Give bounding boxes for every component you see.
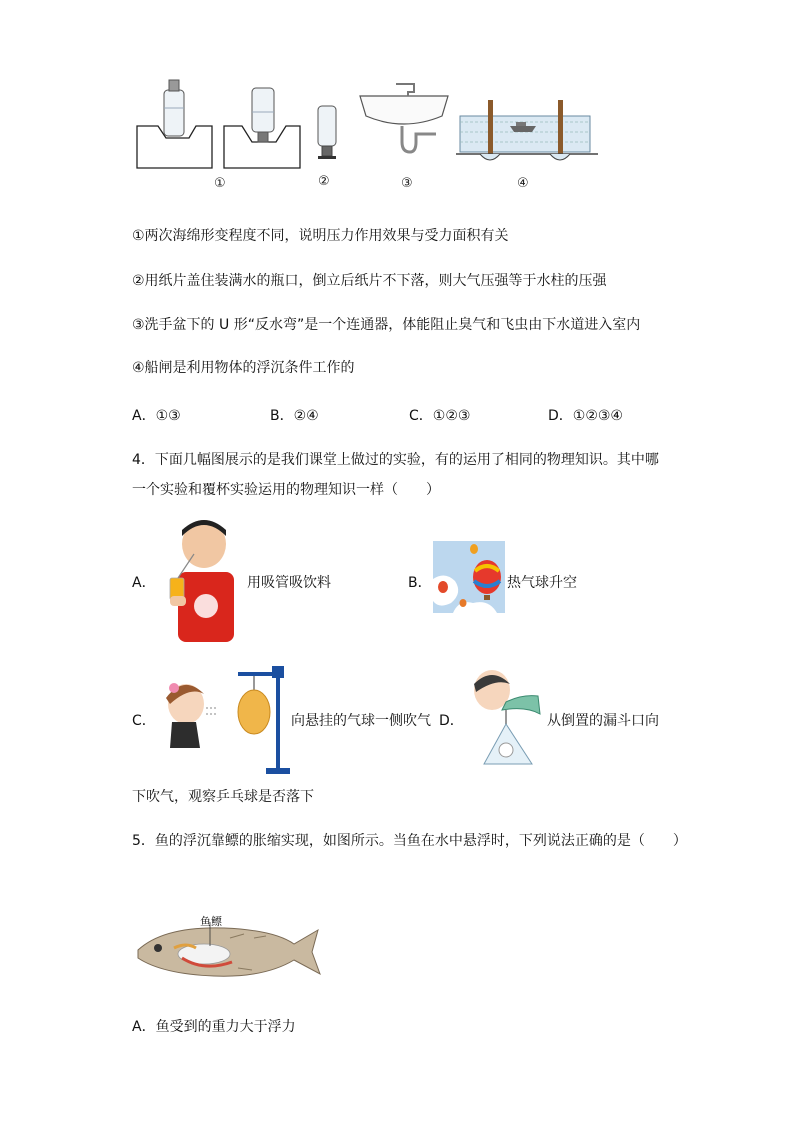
girl-blowing-balloon-image	[156, 664, 290, 776]
boy-drinking-image	[164, 516, 244, 642]
q3-option-c[interactable]: C．①②③	[409, 408, 471, 424]
statement-2: ②用纸片盖住装满水的瓶口，倒立后纸片不下落，则大气压强等于水柱的压强	[132, 273, 607, 289]
q4-stem-line2: 一个实验和覆杯实验运用的物理知识一样（ ）	[132, 482, 440, 498]
ship-lock-diagram	[456, 96, 598, 162]
q4-option-b-text: 热气球升空	[507, 575, 577, 591]
funnel-pingpong-image	[466, 666, 546, 770]
q4-option-d-text: 从倒置的漏斗口向	[547, 713, 659, 729]
figure-label-2: ②	[318, 174, 330, 189]
q3-option-d[interactable]: D．①②③④	[548, 408, 623, 424]
q4-option-c-letter[interactable]: C．	[132, 713, 156, 729]
q5-stem: 5．鱼的浮沉靠鳔的胀缩实现，如图所示。当鱼在水中悬浮时，下列说法正确的是（ ）	[132, 833, 687, 849]
q3-option-b[interactable]: B．②④	[270, 408, 319, 424]
q4-option-a-text: 用吸管吸饮料	[247, 575, 331, 591]
q4-option-d-letter[interactable]: D．	[439, 713, 464, 729]
hot-air-balloon-image	[433, 541, 505, 613]
q4-option-c-text: 向悬挂的气球一侧吹气	[291, 713, 431, 729]
q4-option-d-text-continued: 下吹气，观察乒乓球是否落下	[132, 789, 314, 805]
figure-label-3: ③	[401, 176, 413, 191]
fish-bladder-label: 鱼鳔	[200, 915, 222, 928]
figure-label-1: ①	[214, 176, 226, 191]
inverted-cup-diagram	[314, 104, 340, 166]
q4-stem-line1: 4．下面几幅图展示的是我们课堂上做过的实验，有的运用了相同的物理知识。其中哪	[132, 452, 659, 468]
statement-1: ①两次海绵形变程度不同，说明压力作用效果与受力面积有关	[132, 228, 509, 244]
q4-option-b-letter[interactable]: B．	[408, 575, 432, 591]
statement-3: ③洗手盆下的 U 形“反水弯”是一个连通器，体能阻止臭气和飞虫由下水道进入室内	[132, 317, 641, 333]
q4-option-a-letter[interactable]: A．	[132, 575, 156, 591]
figure-label-4: ④	[517, 176, 529, 191]
sink-trap-diagram	[356, 80, 452, 162]
q5-option-a[interactable]: A．鱼受到的重力大于浮力	[132, 1019, 296, 1035]
sponge-bottle-diagram	[134, 78, 304, 170]
statement-4: ④船闸是利用物体的浮沉条件工作的	[132, 360, 355, 376]
fish-anatomy-image	[134, 918, 322, 994]
q3-option-a[interactable]: A．①③	[132, 408, 181, 424]
